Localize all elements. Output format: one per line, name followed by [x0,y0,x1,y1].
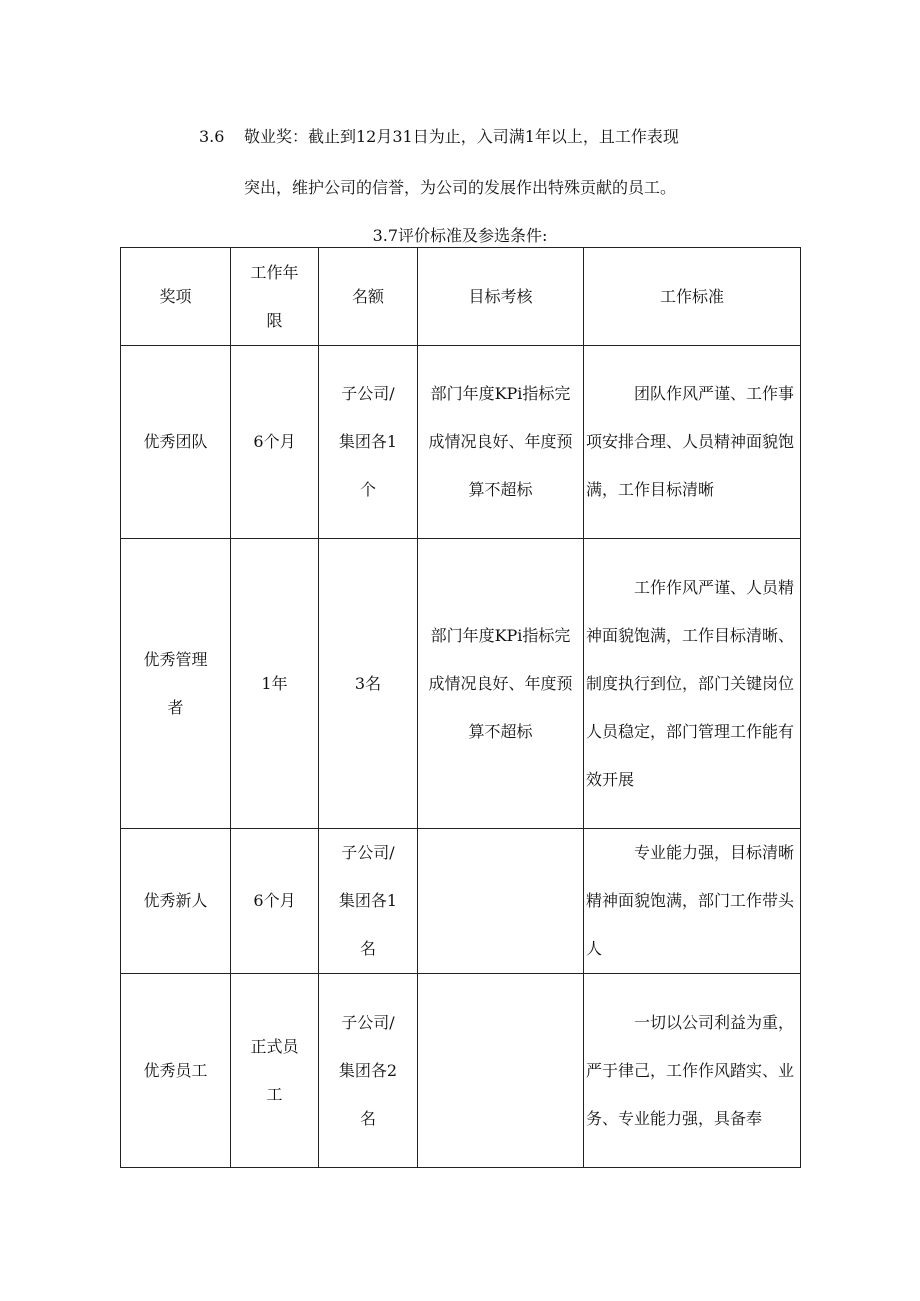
cell-target [418,539,584,829]
cell-quota-line: 名 [359,939,376,958]
cell-years-line: 正式员 [250,1036,299,1056]
cell-standard [584,346,801,539]
evaluation-table [120,247,801,1168]
cell-quota-line: 子公司/ [341,843,395,862]
table-header-row [121,248,801,346]
cell-award [121,346,231,539]
cell-quota-line: 子公司/ [341,384,395,403]
cell-award [121,829,231,974]
cell-award-line: 者 [167,697,184,717]
cell-standard-line: 制度执行到位，部门关键岗位 [586,673,795,693]
section-number: 3.6 [199,127,225,146]
cell-years [231,829,319,974]
cell-standard [584,829,801,974]
cell-standard-line: 严于律己，工作作风踏实、业 [586,1060,795,1080]
cell-standard-line: 人 [586,939,603,958]
cell-quota [319,539,418,829]
cell-standard-line: 务、专业能力强，具备奉 [586,1108,763,1128]
cell-quota-line: 3名 [354,673,382,693]
cell-quota-line: 集团各2 [338,1060,398,1080]
paragraph-line-2: 突出，维护公司的信誉，为公司的发展作出特殊贡献的员工。 [243,178,676,197]
cell-standard-line: 一切以公司利益为重， [634,1012,795,1032]
cell-target-line: 成情况良好、年度预 [428,432,573,451]
cell-award [121,539,231,829]
cell-years [231,346,319,539]
cell-quota-line: 子公司/ [341,1012,395,1032]
cell-quota-line: 个 [359,480,376,499]
cell-target-line: 成情况良好、年度预 [428,673,573,693]
cell-years-line: 工 [266,1084,283,1104]
cell-standard-line: 专业能力强，目标清晰 [634,843,795,862]
cell-quota [319,829,418,974]
table-row [121,829,801,974]
header-years-line-2: 限 [266,310,283,330]
cell-years-line: 1年 [261,673,288,693]
paragraph-line-1: 敬业奖：截止到12月31日为止，入司满1年以上，且工作表现 [244,127,679,146]
header-years [231,248,319,346]
cell-target [418,829,584,974]
cell-award [121,974,231,1168]
cell-award-line: 优秀员工 [143,1060,208,1080]
table-row [121,974,801,1168]
cell-years [231,539,319,829]
cell-award-line: 优秀团队 [143,432,208,451]
cell-target-line: 部门年度KPi指标完 [430,625,571,645]
header-quota: 名额 [319,248,418,346]
cell-standard-line: 团队作风严谨、工作事 [634,384,795,403]
cell-quota [319,974,418,1168]
cell-standard-line: 项安排合理、人员精神面貌饱 [586,432,795,451]
cell-standard-line: 效开展 [586,769,635,789]
cell-quota [319,346,418,539]
cell-standard [584,539,801,829]
cell-target-line: 算不超标 [468,480,533,499]
cell-years-line: 6个月 [253,432,296,451]
cell-years-line: 6个月 [253,891,296,910]
cell-standard-line: 精神面貌饱满，部门工作带头 [586,891,795,910]
cell-target [418,346,584,539]
cell-target-line: 部门年度KPi指标完 [430,384,571,403]
header-target: 目标考核 [418,248,584,346]
header-years-line-1: 工作年 [250,262,299,282]
cell-quota-line: 名 [359,1108,376,1128]
cell-award-line: 优秀新人 [143,891,208,910]
cell-standard-line: 人员稳定，部门管理工作能有 [586,721,795,741]
cell-standard-line: 神面貌饱满，工作目标清晰、 [586,625,795,645]
cell-standard [584,974,801,1168]
header-standard: 工作标准 [584,248,801,346]
table-caption: 3.7评价标准及参选条件: [372,226,548,245]
cell-quota-line: 集团各1 [338,432,398,451]
cell-target [418,974,584,1168]
cell-target-line: 算不超标 [468,721,533,741]
header-award: 奖项 [121,248,231,346]
cell-award-line: 优秀管理 [143,649,208,669]
table-row [121,539,801,829]
cell-standard-line: 满，工作目标清晰 [586,480,715,499]
cell-quota-line: 集团各1 [338,891,398,910]
cell-years [231,974,319,1168]
cell-standard-line: 工作作风严谨、人员精 [634,577,795,597]
table-row [121,346,801,539]
